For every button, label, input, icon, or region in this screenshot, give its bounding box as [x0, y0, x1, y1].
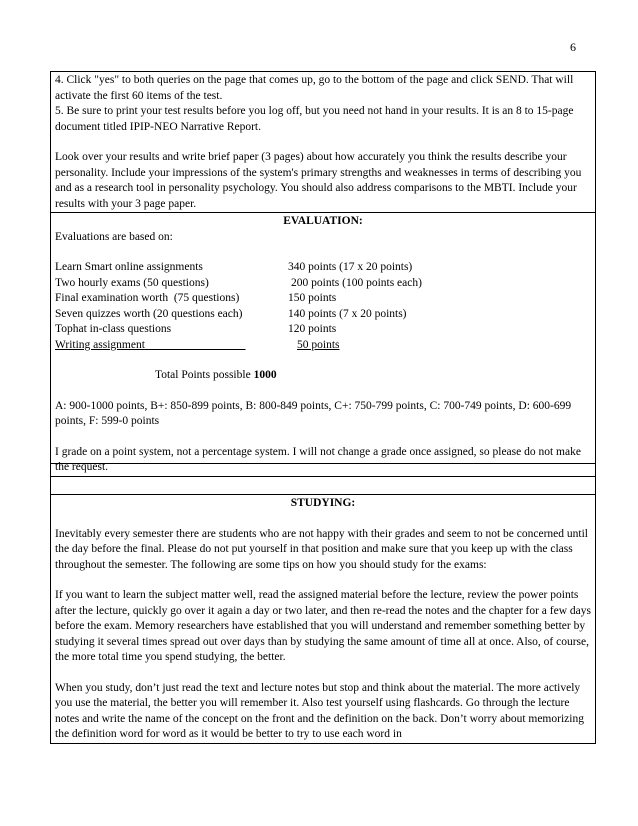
paper-instructions: Look over your results and write brief paper (3 pages) about how accurately you think the results describe your personality. Include your impressions of the system's primary strengths and weaknesses in terms of describing you and as a research tool in personality psychology. You should also address comparisons to the MBTI. Include your results with your 3 page paper. [55, 151, 582, 210]
studying-cell [51, 494, 595, 743]
points-row [55, 260, 422, 276]
points-value: 340 points (17 x 20 points) [288, 261, 413, 273]
instruction-item-4: 4. Click "yes" to both queries on the page that comes up, go to the bottom of the page and click SEND. That will activate the first 60 items of the test. [55, 74, 574, 102]
studying-paragraph-1: Inevitably every semester there are students who are not happy with their grades and seem to not be concerned until the day before the final. Please do not put yourself in that position and make sure that you keep up with the class throughout the semester. The following are some tips on how you should study for the exams: [55, 527, 588, 571]
studying-box [50, 463, 596, 744]
studying-heading: STUDYING: [290, 497, 356, 509]
points-row [55, 338, 422, 354]
points-row [55, 322, 422, 338]
empty-cell [51, 464, 595, 494]
points-label: Two hourly exams (50 questions) [55, 276, 209, 289]
evaluation-cell [51, 212, 595, 476]
points-value: 140 points (7 x 20 points) [288, 307, 407, 320]
total-points: Total Points possible 1000 [155, 369, 277, 381]
points-value: 120 points [288, 323, 337, 335]
points-value: 50 points [297, 338, 340, 351]
points-label: Final examination worth (75 questions) [55, 292, 240, 304]
instruction-item-5: 5. Be sure to print your test results before you log off, but you need not hand in your results. It is an 8 to 15-page document titled IPIP-NEO Narrative Report. [55, 105, 574, 133]
page-number: 6 [570, 40, 576, 54]
points-label: Tophat in-class questions [55, 323, 172, 335]
evaluation-heading: EVALUATION: [283, 215, 363, 227]
points-label: Seven quizzes worth (20 questions each) [55, 307, 243, 320]
points-row [55, 276, 422, 292]
points-value: 200 points (100 points each) [291, 276, 422, 289]
studying-paragraph-2: If you want to learn the subject matter well, read the assigned material before the lecture, review the power points after the lecture, quickly go over it again a day or two later, and then re-read the notes and the chapter for a few days before the exam. Memory researchers have established that you will understand and remember something better by studying it several times spread out over days than by studying the same amount of time all at once. Also, of course, the more total time you spend studying, the better. [55, 589, 591, 663]
points-label: Writing assignment [55, 338, 145, 351]
assignment-evaluation-box [50, 71, 596, 477]
total-points-value: 1000 [253, 369, 277, 381]
grading-policy: I grade on a point system, not a percentage system. I will not change a grade once assigned, so please do not make the request. [55, 445, 581, 473]
points-label: Learn Smart online assignments [55, 261, 203, 273]
assignment-instructions-cell [51, 72, 595, 212]
points-row [55, 307, 422, 323]
evaluation-intro: Evaluations are based on: [55, 230, 173, 243]
points-table [55, 260, 422, 353]
points-value: 150 points [288, 292, 337, 304]
points-row [55, 291, 422, 307]
grade-scale: A: 900-1000 points, B+: 850-899 points, B: 800-849 points, C+: 750-799 points, C: 700-749 points, D: 600-699 points, F: 599-0 points [55, 399, 572, 427]
studying-paragraph-3: When you study, don’t just read the text and lecture notes but stop and think about the material. The more actively you use the material, the better you will remember it. Also test yourself using flashcards. Go through the lecture notes and write the name of the concept on the front and the definition on the back. Don’t worry about memorizing the definition word for word as it would be better to try to use each word in [55, 681, 584, 740]
